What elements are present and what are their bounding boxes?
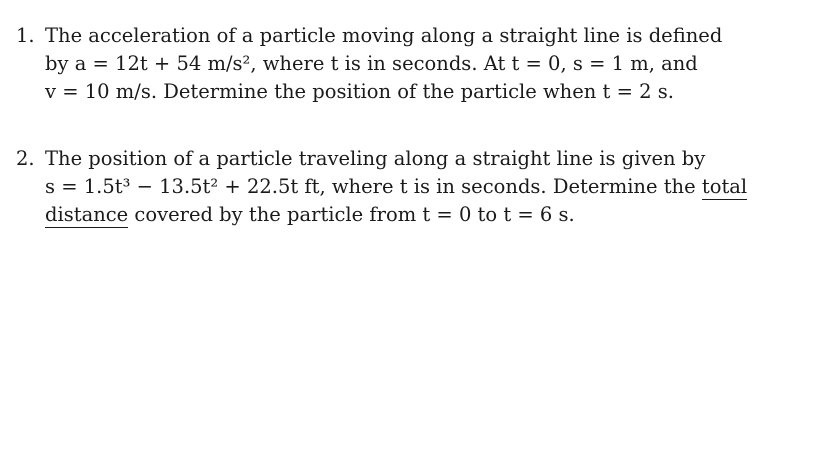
problem-text-line: by a = 12t + 54 m/s², where t is in seconds. At t = 0, s = 1 m, and [45, 52, 698, 75]
problem-text-segment: s = 1.5t³ − 13.5t² + 22.5t ft, where t is in seconds. Determine the [45, 175, 696, 198]
problem-number: 1. [16, 24, 35, 47]
problem-text-line [45, 203, 575, 226]
problem-text-line: v = 10 m/s. Determine the position of the particle when t = 2 s. [45, 80, 674, 103]
problem-text-segment: covered by the particle from t = 0 to t = 6 s. [134, 203, 575, 226]
problem-text-line: The position of a particle traveling along a straight line is given by [45, 147, 706, 170]
underlined-text: distance [45, 203, 129, 226]
problem-number: 2. [16, 147, 35, 170]
problem-text-line: The acceleration of a particle moving along a straight line is defined [45, 24, 723, 47]
problem-text-line [45, 175, 747, 198]
underlined-text: total [701, 175, 748, 198]
